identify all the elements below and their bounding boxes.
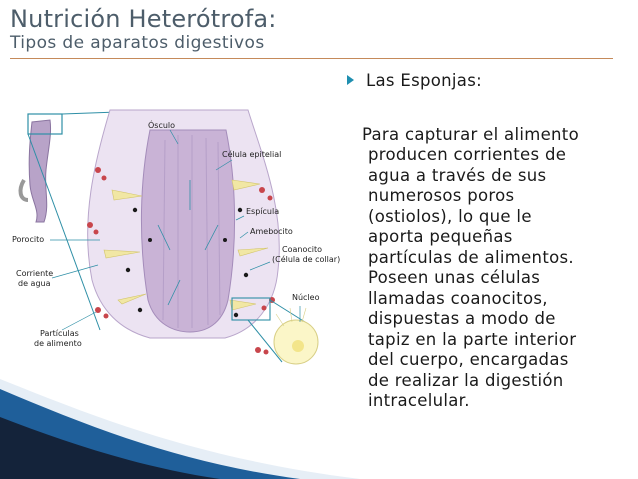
bullet-triangle-icon: [342, 72, 358, 88]
paragraph-line: del cuerpo, encargadas: [368, 350, 569, 369]
label-coanocito: Coanocito: [282, 245, 322, 254]
label-nucleo: Núcleo: [292, 293, 320, 302]
title-divider: [10, 58, 613, 59]
bullet-heading: Las Esponjas:: [366, 70, 482, 90]
label-de-alimento: de alimento: [34, 339, 82, 348]
paragraph-line: partículas de alimentos.: [368, 247, 574, 267]
paragraph-line: de realizar la digestión: [368, 370, 564, 390]
bullet-item: [342, 68, 482, 92]
paragraph-line: llamadas coanocitos,: [368, 288, 548, 308]
paragraph-line: numerosos poros: [368, 186, 515, 205]
paragraph-line: producen corrientes de: [368, 145, 567, 164]
label-osculo: Ósculo: [148, 121, 176, 130]
label-amebocito: Amebocito: [250, 227, 293, 236]
label-de-agua: de agua: [18, 279, 51, 288]
label-espicula: Espícula: [246, 207, 280, 216]
label-celula-collar: (Célula de collar): [272, 255, 340, 264]
paragraph-line: aporta pequeñas: [368, 227, 513, 246]
inset-sponge-icon: [21, 114, 62, 222]
corner-decoration: [0, 359, 638, 479]
paragraph-line: intracelular.: [368, 391, 470, 410]
paragraph-line: Poseen unas células: [368, 268, 541, 287]
paragraph-line: agua a través de sus: [368, 165, 547, 185]
label-celula-epitelial: Célula epitelial: [222, 150, 282, 159]
paragraph-line: tapiz en la parte interior: [368, 329, 577, 349]
paragraph-line: (ostiolos), lo que le: [368, 206, 532, 226]
slide-subtitle: Tipos de aparatos digestivos: [10, 33, 265, 53]
paragraph-first-line: Para capturar el alimento: [362, 125, 579, 144]
label-particulas: Partículas: [40, 329, 79, 338]
paragraph-line: dispuestas a modo de: [368, 309, 556, 328]
slide-title: Nutrición Heterótrofa:: [10, 5, 277, 33]
label-porocito: Porocito: [12, 235, 45, 244]
label-corriente: Corriente: [16, 269, 54, 278]
sponge-diagram: [0, 100, 340, 380]
